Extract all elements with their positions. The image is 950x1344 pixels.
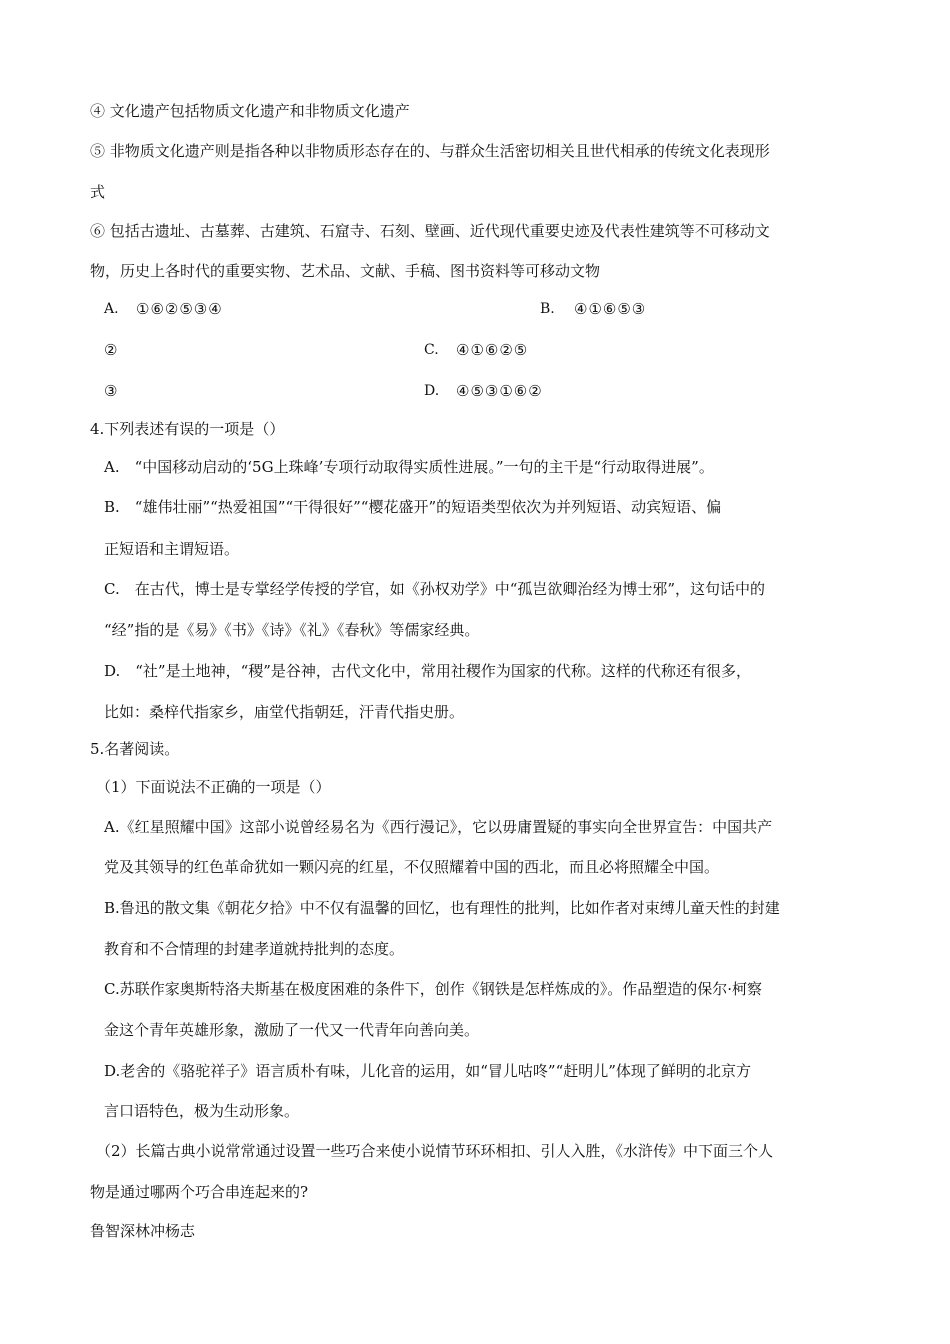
q5-option-b-line1: B.鲁迅的散文集《朝花夕拾》中不仅有温馨的回忆，也有理性的批判，比如作者对束缚儿童天性的封建: [104, 899, 780, 917]
q3-option-d-value: ④⑤③①⑥②: [456, 382, 543, 400]
q5-option-a-line2: 党及其领导的红色革命犹如一颗闪亮的红星，不仅照耀着中国的西北，而且必将照耀全中国。: [104, 858, 720, 876]
q3-option-c-value: ④①⑥②⑤: [456, 341, 529, 359]
q3-option-b-continuation: ②: [104, 341, 119, 359]
q3-option-c-continuation: ③: [104, 382, 119, 400]
q3-item-4: ④ 文化遗产包括物质文化遗产和非物质文化遗产: [90, 102, 410, 120]
q5-sub1-stem: （1）下面说法不正确的一项是（）: [96, 778, 331, 796]
q3-item-6-line1: ⑥ 包括古遗址、古墓葬、古建筑、石窟寺、石刻、壁画、近代现代重要史迹及代表性建筑等不可移动文: [90, 222, 770, 240]
q5-option-d-line1: D.老舍的《骆驼祥子》语言质朴有味，儿化音的运用，如“冒儿咕咚”“赶明儿”体现了鲜明的北京方: [104, 1062, 751, 1080]
q3-option-b-value: ④①⑥⑤③: [574, 300, 647, 318]
q4-option-b-line1: B. “雄伟壮丽”“热爱祖国”“干得很好”“樱花盛开”的短语类型依次为并列短语、动宾短语、偏: [104, 498, 722, 516]
q4-option-c-line2: “经”指的是《易》《书》《诗》《礼》《春秋》等儒家经典。: [104, 621, 480, 639]
q4-stem: 4.下列表述有误的一项是（）: [90, 420, 285, 438]
q3-item-5-line2: 式: [90, 183, 106, 201]
q3-option-a-value: ①⑥②⑤③④: [136, 300, 223, 318]
q4-option-d-line1: D. “社”是土地神，“稷”是谷神，古代文化中，常用社稷作为国家的代称。这样的代称还有很多，: [104, 662, 751, 680]
q4-option-c-line1: C. 在古代，博士是专掌经学传授的学官，如《孙权劝学》中“孤岂欲卿治经为博士邪”，这句话中的: [104, 580, 766, 598]
q5-characters: 鲁智深林冲杨志: [90, 1222, 196, 1240]
q4-option-b-line2: 正短语和主谓短语。: [104, 540, 240, 558]
q4-option-d-line2: 比如：桑梓代指家乡，庙堂代指朝廷，汗青代指史册。: [104, 703, 465, 721]
q3-option-a-label: A.: [104, 301, 119, 317]
q5-option-d-line2: 言口语特色，极为生动形象。: [104, 1102, 300, 1120]
q3-option-c-label: C.: [424, 342, 439, 358]
q5-option-a-line1: A.《红星照耀中国》这部小说曾经易名为《西行漫记》，它以毋庸置疑的事实向全世界宣告：中国共产: [104, 818, 773, 836]
q5-stem: 5.名著阅读。: [90, 740, 180, 758]
q3-option-d-label: D.: [424, 383, 440, 399]
q4-option-a: A. “中国移动启动的‘5G上珠峰’专项行动取得实质性进展。”一句的主干是“行动取得进展”。: [104, 458, 714, 476]
q5-sub2-line1: （2）长篇古典小说常常通过设置一些巧合来使小说情节环环相扣、引人入胜，《水浒传》中下面三个人: [96, 1142, 774, 1160]
q5-option-c-line1: C.苏联作家奥斯特洛夫斯基在极度困难的条件下，创作《钢铁是怎样炼成的》。作品塑造的保尔·柯察: [104, 980, 762, 998]
q3-option-b-label: B.: [540, 301, 555, 317]
q5-option-b-line2: 教育和不合情理的封建孝道就持批判的态度。: [104, 940, 405, 958]
q3-item-5-line1: ⑤ 非物质文化遗产则是指各种以非物质形态存在的、与群众生活密切相关且世代相承的传统文化表现形: [90, 142, 770, 160]
q3-item-6-line2: 物，历史上各时代的重要实物、艺术品、文献、手稿、图书资料等可移动文物: [90, 262, 601, 280]
q5-option-c-line2: 金这个青年英雄形象，激励了一代又一代青年向善向美。: [104, 1021, 480, 1039]
q5-sub2-line2: 物是通过哪两个巧合串连起来的?: [90, 1183, 309, 1201]
